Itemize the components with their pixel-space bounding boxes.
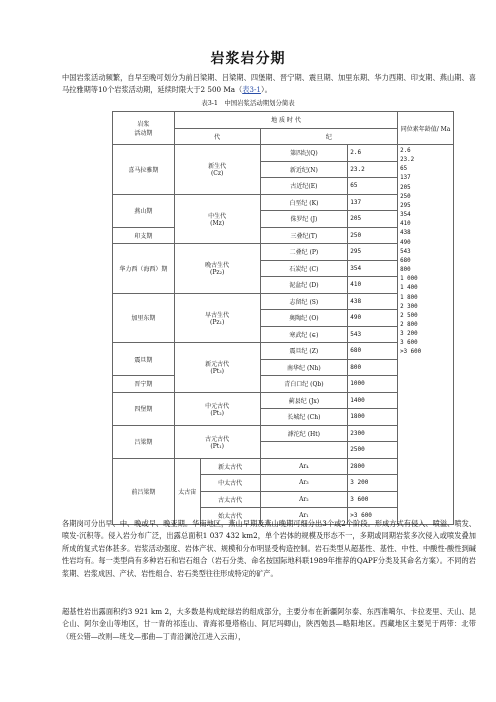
period-cell: 泥盆纪 (D) xyxy=(260,277,348,294)
period-age-cell: 2300 xyxy=(348,425,398,442)
subeon-cell: 古太古代 xyxy=(200,491,260,508)
body-paragraph: 各期岗可分出早、中、晚或早、晚亚期。华南地区，燕山早期及燕山晚期可细分出3个或2个阶段。形成方式有侵入、喷溢、喷发、喷发-沉积等。侵入岩分布广泛，出露总面积1 037 432 km2，单个岩体的规模及形态不一，多期或同期岩浆多次侵入或喷发叠加所成的复式岩体甚多。岩浆活动强度、岩体产状、规模和分布明显受构造控制。岩石类型从超基性、基性、中性、中酸性-酸性到碱性岩均有。每一类型尚有多种岩石和岩石组合（岩石分类、命名按国际地科联1989年推荐的QAPF分类及其命名方案）。不同的岩浆期、岩浆成因、产状、岩性组合、岩石类型往往形成特定的矿产。 xyxy=(62,519,476,578)
age-value: 354 xyxy=(400,212,411,219)
period-cell: 三叠纪(T) xyxy=(260,227,348,244)
header-period: 纪 xyxy=(260,128,398,145)
period-age-cell: 680 xyxy=(348,343,398,360)
period-cell: 青白口纪 (Qb) xyxy=(260,376,348,393)
age-value: 23.2 xyxy=(400,157,415,164)
intro-text-end: ）。 xyxy=(260,85,272,94)
age-value: 490 xyxy=(400,239,411,246)
intro-text: 中国岩浆活动频繁，自早至晚可划分为前吕梁期、吕梁期、四堡期、晋宁期、震旦期、加里东期、华力西期、印支期、燕山期、喜马拉雅期等10个岩浆活动期，延续时限大于2 500 Ma（ xyxy=(62,73,476,94)
period-age-cell: 800 xyxy=(348,359,398,376)
period-age-cell: 2800 xyxy=(348,458,398,475)
activity-cell: 四堡期 xyxy=(113,392,175,425)
period-cell xyxy=(260,442,348,459)
period-cell: 南华纪 (Nh) xyxy=(260,359,348,376)
period-age-cell: 438 xyxy=(348,293,398,310)
activity-cell: 晋宁期 xyxy=(113,376,175,393)
period-age-cell: 205 xyxy=(348,211,398,228)
period-cell: 新近纪(N) xyxy=(260,161,348,178)
period-age-cell: 250 xyxy=(348,227,398,244)
age-column xyxy=(398,145,454,525)
subeon-cell: 始太古代 xyxy=(200,508,260,525)
age-value: 438 xyxy=(400,230,411,237)
age-value: 2 800 xyxy=(400,321,418,328)
period-age-cell: 1000 xyxy=(348,376,398,393)
era-cell: 新生代 (Cz) xyxy=(174,145,260,195)
activity-cell: 印支期 xyxy=(113,227,175,244)
archean-code-cell: Ar₃ xyxy=(260,475,348,492)
age-value: 1 800 xyxy=(400,294,418,301)
header-era: 代 xyxy=(174,128,260,145)
age-value: 205 xyxy=(400,184,411,191)
intro-paragraph xyxy=(62,72,476,96)
table-caption: 表3-1 中国岩浆活动期划分简表 xyxy=(201,99,295,107)
age-value: 410 xyxy=(400,221,411,228)
period-cell: 古近纪(E) xyxy=(260,178,348,195)
age-value: 65 xyxy=(400,166,408,173)
period-cell: 石炭纪 (C) xyxy=(260,260,348,277)
table-link[interactable]: 表3-1 xyxy=(242,85,261,94)
age-value: 295 xyxy=(400,202,411,209)
body-paragraph: 超基性岩出露面积约3 921 km 2，大多数是构成蛇绿岩的组成部分，主要分布在新疆阿尔泰、东西准噶尔、卡拉麦里、天山、昆仑山、阿尔金山等地区，甘一青的祁连山、青海祁曼塔格山、阿尼玛卿山，陕西勉县—略阳地区。西藏地区主要见于两带：北带（班公错—改则—班戈—那曲—丁青沿澜沧江进入云南）， xyxy=(62,607,476,641)
activity-cell: 燕山期 xyxy=(113,194,175,227)
period-cell: 奥陶纪 (O) xyxy=(260,310,348,327)
age-value: 680 xyxy=(400,257,411,264)
header-geotime: 地 质 时 代 xyxy=(174,112,397,129)
archean-code-cell: Ar₂ xyxy=(260,491,348,508)
age-value: 2 500 xyxy=(400,312,418,319)
period-age-cell: 295 xyxy=(348,244,398,261)
era-cell: 中生代 (Mz) xyxy=(174,194,260,244)
age-value: 3 200 xyxy=(400,331,418,338)
activity-cell: 加里东期 xyxy=(113,293,175,343)
page-title: 岩浆岩分期 xyxy=(210,51,286,67)
age-value: 1 400 xyxy=(400,285,418,292)
period-age-cell: 1800 xyxy=(348,409,398,426)
period-cell: 震旦纪 (Z) xyxy=(260,343,348,360)
age-value: 1 000 xyxy=(400,276,418,283)
activity-cell: 震旦期 xyxy=(113,343,175,376)
period-cell: 长城纪 (Ch) xyxy=(260,409,348,426)
era-cell: 新元古代 (Pt₃) xyxy=(174,343,260,393)
period-age-cell: 354 xyxy=(348,260,398,277)
age-value: 543 xyxy=(400,248,411,255)
archean-code-cell: Ar₁ xyxy=(260,508,348,525)
period-cell: 二叠纪 (P) xyxy=(260,244,348,261)
activity-cell: 喜马拉雅期 xyxy=(113,145,175,195)
age-value: 800 xyxy=(400,267,411,274)
activity-cell: 华力西（海西）期 xyxy=(113,244,175,294)
period-age-cell: 23.2 xyxy=(348,161,398,178)
magmatic-period-table xyxy=(112,111,454,525)
age-value: 2.6 xyxy=(400,148,411,154)
age-value: >3 600 xyxy=(400,349,422,356)
period-cell: 蓟县纪 (Jx) xyxy=(260,392,348,409)
period-age-cell: 1400 xyxy=(348,392,398,409)
age-value: 2 300 xyxy=(400,303,418,310)
era-cell: 早古生代 (Pz₁) xyxy=(174,293,260,343)
period-age-cell: 2.6 xyxy=(348,145,398,162)
period-age-cell: 2500 xyxy=(348,442,398,459)
activity-cell: 吕梁期 xyxy=(113,425,175,458)
header-age: 同位素年龄值/ Ma xyxy=(398,112,454,145)
subeon-cell: 中太古代 xyxy=(200,475,260,492)
archean-code-cell: Ar₄ xyxy=(260,458,348,475)
period-cell: 第四纪(Q) xyxy=(260,145,348,162)
period-age-cell: 3 200 xyxy=(348,475,398,492)
period-cell: 滹沱纪 (Ht) xyxy=(260,425,348,442)
period-cell: 侏罗纪 (J) xyxy=(260,211,348,228)
period-age-cell: 490 xyxy=(348,310,398,327)
subeon-cell: 新太古代 xyxy=(200,458,260,475)
period-age-cell: 65 xyxy=(348,178,398,195)
header-activity: 岩浆 活动期 xyxy=(113,112,175,145)
period-age-cell: 137 xyxy=(348,194,398,211)
era-cell: 古元古代 (Pt₁) xyxy=(174,425,260,458)
activity-cell: 前吕梁期 xyxy=(113,458,175,524)
era-cell: 中元古代 (Pt₂) xyxy=(174,392,260,425)
age-value: 250 xyxy=(400,193,411,200)
period-cell: 白垩纪 (K) xyxy=(260,194,348,211)
period-age-cell: 410 xyxy=(348,277,398,294)
era-cell: 晚古生代 (Pz₂) xyxy=(174,244,260,294)
eon-cell: 太古宙 xyxy=(174,458,200,524)
period-cell: 寒武纪 (∈) xyxy=(260,326,348,343)
period-age-cell: >3 600 xyxy=(348,508,398,525)
age-value: 137 xyxy=(400,175,411,182)
age-value: 3 600 xyxy=(400,340,418,347)
period-age-cell: 543 xyxy=(348,326,398,343)
period-age-cell: 3 600 xyxy=(348,491,398,508)
period-cell: 志留纪 (S) xyxy=(260,293,348,310)
